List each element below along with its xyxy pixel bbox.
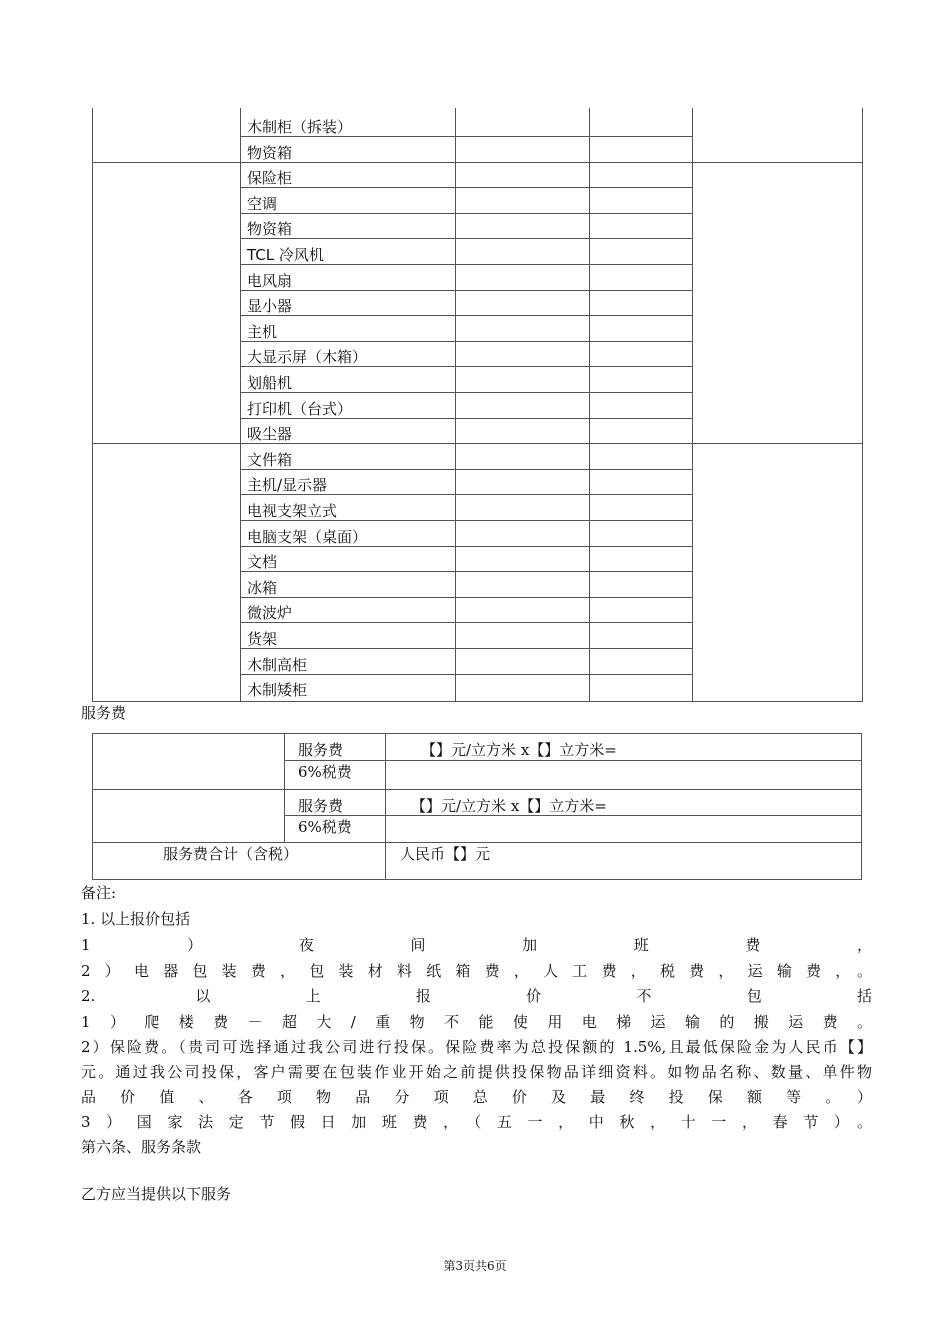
- tax-label-1: 6%税费: [298, 763, 352, 781]
- item-name: TCL 冷风机: [247, 246, 324, 264]
- item-name: 木制柜（拆装）: [247, 118, 353, 136]
- row-divider: [240, 187, 692, 188]
- row-divider: [240, 341, 692, 342]
- note-line-2: 1）夜间加班费，: [81, 936, 872, 954]
- item-name: 微波炉: [247, 604, 293, 623]
- row-divider: [240, 366, 692, 367]
- item-name: 吸尘器: [247, 425, 293, 444]
- note-line-5: 1）爬楼费－超大/重物不能使用电梯运输的搬运费。: [81, 1013, 872, 1031]
- item-name: 主机: [247, 322, 278, 341]
- row-divider: [240, 469, 692, 470]
- item-name: 主机/显示器: [247, 476, 328, 495]
- row-divider: [240, 622, 692, 623]
- fee-table: [92, 733, 862, 880]
- article6-intro: 乙方应当提供以下服务: [81, 1185, 232, 1203]
- items-table: [92, 108, 863, 702]
- article6-title: 第六条、服务条款: [81, 1138, 202, 1156]
- note-line-9: 3）国家法定节假日加班费，（五一，中秋，十一，春节）。: [81, 1113, 872, 1131]
- row-divider: [240, 418, 692, 419]
- row-divider: [92, 443, 863, 444]
- row-divider: [240, 315, 692, 316]
- note-line-3: 2）电器包装费，包装材料纸箱费，人工费，税费，运输费，。: [81, 962, 872, 980]
- note-line-7: 元。通过我公司投保，客户需要在包装作业开始之前提供投保物品详细资料。如物品名称、数量、单件物: [81, 1063, 872, 1081]
- item-name: 大显示屏（木箱）: [247, 348, 368, 367]
- row-divider: [240, 597, 692, 598]
- fee-formula-2: 【】元/立方米 x【】立方米=: [411, 797, 607, 815]
- fee-label-1: 服务费: [298, 741, 344, 759]
- item-name: 货架: [247, 630, 278, 648]
- item-name: 文件箱: [247, 450, 293, 469]
- row-divider: [240, 238, 692, 239]
- item-name: 划船机: [247, 374, 293, 392]
- fee-label-2: 服务费: [298, 797, 344, 815]
- item-name: 文档: [247, 553, 278, 572]
- item-name: 物资箱: [247, 220, 293, 239]
- page-footer: 第3页共6页: [443, 1259, 507, 1273]
- item-name: 冰箱: [247, 578, 278, 597]
- notes-heading: 备注:: [81, 884, 117, 902]
- item-name: 显小器: [247, 297, 293, 316]
- row-divider: [240, 290, 692, 291]
- row-divider: [240, 213, 692, 214]
- row-divider: [240, 392, 692, 393]
- note-line-1: 1. 以上报价包括: [81, 910, 191, 928]
- item-name: 保险柜: [247, 169, 293, 188]
- item-name: 空调: [247, 194, 278, 213]
- row-divider: [240, 546, 692, 547]
- item-name: 打印机（台式）: [247, 399, 353, 418]
- row-divider: [240, 674, 692, 675]
- row-divider: [240, 136, 692, 137]
- note-line-6: 2）保险费。（贵司可选择通过我公司进行投保。保险费率为总投保额的 1.5%,且最低保险金为人民币【】: [81, 1038, 872, 1056]
- item-name: 电视支架立式: [247, 502, 338, 520]
- item-name: 电脑支架（桌面）: [247, 527, 368, 546]
- note-line-4: 2. 以上报价不包括: [81, 987, 872, 1005]
- item-name: 电风扇: [247, 271, 293, 290]
- item-name: 木制高柜: [247, 655, 308, 674]
- fee-total-label: 服务费合计（含税）: [163, 845, 299, 863]
- item-name: 物资箱: [247, 143, 293, 162]
- row-divider: [240, 648, 692, 649]
- service-fee-heading: 服务费: [81, 704, 127, 722]
- fee-total-value: 人民币【】元: [400, 845, 491, 863]
- note-line-8: 品价值、各项物品分项总价及最终投保额等。）: [81, 1088, 872, 1106]
- item-name: 木制矮柜: [247, 681, 308, 700]
- row-divider: [240, 520, 692, 521]
- row-divider: [92, 162, 863, 163]
- row-divider: [240, 264, 692, 265]
- fee-formula-1: 【】元/立方米 x【】立方米=: [421, 741, 617, 759]
- tax-label-2: 6%税费: [298, 818, 352, 836]
- row-divider: [240, 571, 692, 572]
- row-divider: [240, 494, 692, 495]
